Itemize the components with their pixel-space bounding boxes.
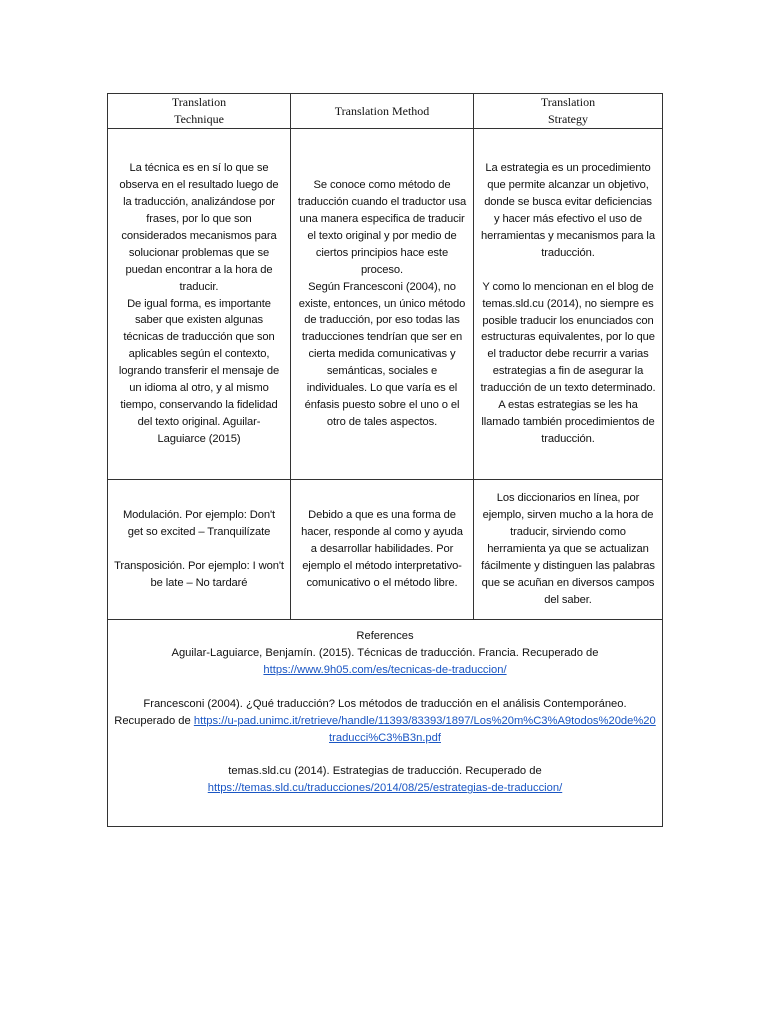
references-row [108,620,663,827]
reference-francesconi [114,696,656,747]
header-translation-method: Translation Method [291,94,474,129]
technique-examples-cell [108,480,291,620]
reference-aguilar-text: Aguilar-Laguiarce, Benjamín. (2015). Técnicas de traducción. Francia. Recuperado de [171,646,599,659]
definitions-row [108,129,663,480]
reference-aguilar [114,645,656,679]
modulation-example: Modulación. Por ejemplo: Don't get so excited – Tranquilízate [122,509,276,539]
header-strategy-line1: Translation [540,95,596,109]
method-definition-cell [291,129,474,480]
technique-paragraph-2: De igual forma, es importante saber que existen algunas técnicas de traducción que son aplicables según el contexto, logrando transferir el mensaje de un idioma al otro, y al mismo tiempo, conservando la fidelidad del texto original. Aguilar-Laguiarce (2015) [118,297,280,445]
reference-aguilar-link[interactable]: https://www.9h05.com/es/tecnicas-de-traduccion/ [263,663,507,676]
header-technique-line1: Translation [171,95,227,109]
header-translation-strategy [474,94,663,129]
method-paragraph-1: Se conoce como método de traducción cuando el traductor usa una manera especifica de traducir el texto original y por medio de ciertos principios hace este proceso. [297,179,467,276]
examples-row [108,480,663,620]
transposition-example: Transposición. Por ejemplo: I won't be late – No tardaré [114,560,284,589]
strategy-examples-cell: Los diccionarios en línea, por ejemplo, sirven mucho a la hora de traducir, sirviendo como herramienta ya que se actualizan fácilmente y distinguen las palabras que se acuñan en diversos campos del saber. [474,480,663,620]
header-translation-technique [108,94,291,129]
strategy-paragraph-2: Y como lo mencionan en el blog de temas.sld.cu (2014), no siempre es posible traducir los enunciados con estructuras equivalentes, por lo que el traductor debe recurrir a varias estrategias a fin de asegurar la traducción de un texto determinado. A estas estrategias se les ha llamado también procedimientos de traducción. [480,280,656,445]
reference-temas-link[interactable]: https://temas.sld.cu/traducciones/2014/08/25/estrategias-de-traduccion/ [207,782,563,795]
header-technique-line2: Technique [174,112,224,126]
strategy-definition-cell [474,129,663,480]
references-cell [108,620,663,827]
reference-temas [114,763,656,797]
header-strategy-line2: Strategy [548,112,588,126]
technique-paragraph-1: La técnica es en sí lo que se observa en el resultado luego de la traducción, analizándose por frases, por lo que son considerados mecanismos para solucionar problemas que se puedan encontrar a la hora de traducir. [119,162,279,293]
method-paragraph-2: Según Francesconi (2004), no existe, entonces, un único método de traducción, por eso todas las traducciones tendrían que ser en cierta medida comunicativas y semánticas, sociales e individuales. Lo que varía es el énfasis puesto sobre el uno o el otro de tales aspectos. [298,280,466,428]
method-examples-cell: Debido a que es una forma de hacer, responde al como y ayuda a desarrollar habilidades. Por ejemplo el método interpretativo-comunicativo o el método libre. [291,480,474,620]
reference-francesconi-text: Francesconi (2004). ¿Qué traducción? Los métodos de traducción en el análisis Contemporáneo. Recuperado de [114,697,627,727]
reference-temas-text: temas.sld.cu (2014). Estrategias de traducción. Recuperado de [228,765,542,778]
references-title: References [356,630,414,642]
translation-comparison-table [107,93,663,827]
strategy-paragraph-1: La estrategia es un procedimiento que permite alcanzar un objetivo, donde se busca evitar deficiencias y hacer más efectivo el uso de herramientas y mecanismos para la traducción. [481,162,655,259]
header-row [108,94,663,129]
technique-definition-cell [108,129,291,480]
reference-francesconi-link[interactable]: https://u-pad.unimc.it/retrieve/handle/11393/83393/1897/Los%20m%C3%A9todos%20de%20traducci%C3%B3n.pdf [193,714,656,744]
